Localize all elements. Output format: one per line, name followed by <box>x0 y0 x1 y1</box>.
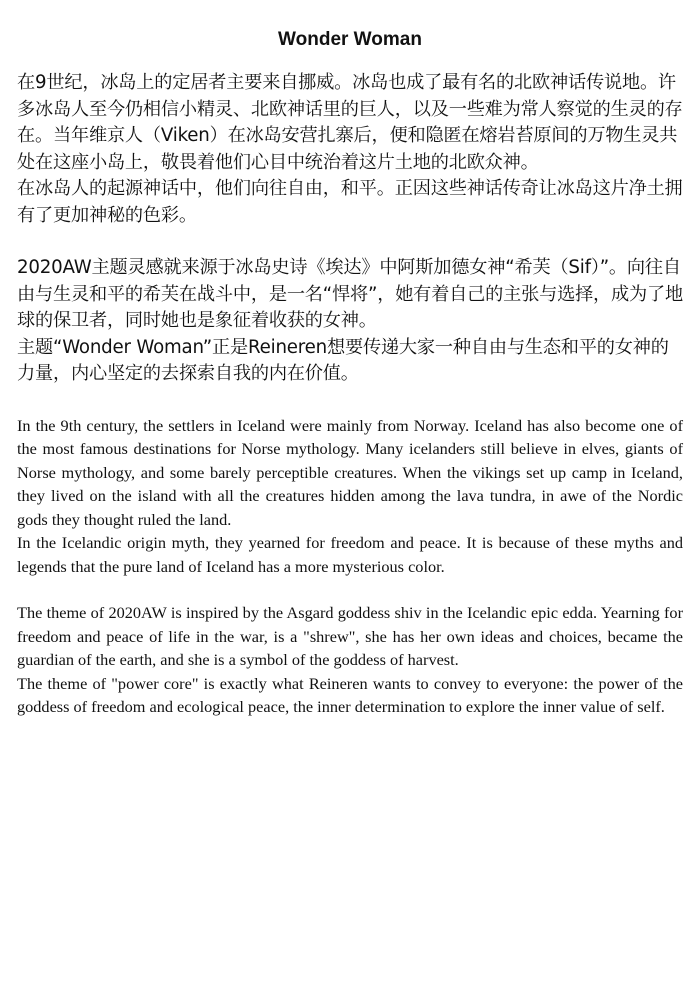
english-text <box>17 414 683 719</box>
chinese-paragraph: 主题“Wonder Woman”正是Reineren想要传递大家一种自由与生态和平的女神的力量，内心坚定的去探索自我的内在价值。 <box>17 336 669 384</box>
chinese-paragraph: 在冰岛人的起源神话中，他们向往自由，和平。正因这些神话传奇让冰岛这片净土拥有了更加神秘的色彩。 <box>17 178 683 226</box>
chinese-section-2 <box>17 255 683 388</box>
english-section-1 <box>17 414 683 579</box>
english-section-2 <box>17 601 683 719</box>
chinese-section-1 <box>17 70 683 229</box>
english-paragraph: In the Icelandic origin myth, they yearned for freedom and peace. It is because of these myths and legends that the pure land of Iceland has a more mysterious color. <box>17 533 683 576</box>
english-paragraph: In the 9th century, the settlers in Iceland were mainly from Norway. Iceland has also become one of the most famous destinations for Norse mythology. Many icelanders still believe in elves, giants of Norse mythology, and some barely perceptible creatures. When the vikings set up camp in Iceland, they lived on the island with all the creatures hidden among the lava tundra, in awe of the Nordic gods they thought ruled the land. <box>17 415 683 529</box>
chinese-paragraph: 在9世纪，冰岛上的定居者主要来自挪威。冰岛也成了最有名的北欧神话传说地。许多冰岛人至今仍相信小精灵、北欧神话里的巨人，以及一些难为常人察觉的生灵的存在。当年维京人（Viken）在冰岛安营扎寨后，便和隐匿在熔岩苔原间的万物生灵共处在这座小岛上，敬畏着他们心目中统治着这片土地的北欧众神。 <box>17 72 683 173</box>
english-paragraph: The theme of "power core" is exactly what Reineren wants to convey to everyone: the power of the goddess of freedom and ecological peace, the inner determination to explore the inner value of self. <box>17 673 683 716</box>
chinese-paragraph: 2020AW主题灵感就来源于冰岛史诗《埃达》中阿斯加德女神“希芙（Sif）”。向往自由与生灵和平的希芙在战斗中，是一名“悍将”，她有着自己的主张与选择，成为了地球的保卫者，同时她也是象征着收获的女神。 <box>17 257 683 331</box>
english-paragraph: The theme of 2020AW is inspired by the Asgard goddess shiv in the Icelandic epic edda. Yearning for freedom and peace of life in the war, is a "shrew", she has her own ideas and choices, became the guardian of the earth, and she is a symbol of the goddess of harvest. <box>17 603 683 669</box>
page-title: Wonder Woman <box>278 29 422 50</box>
